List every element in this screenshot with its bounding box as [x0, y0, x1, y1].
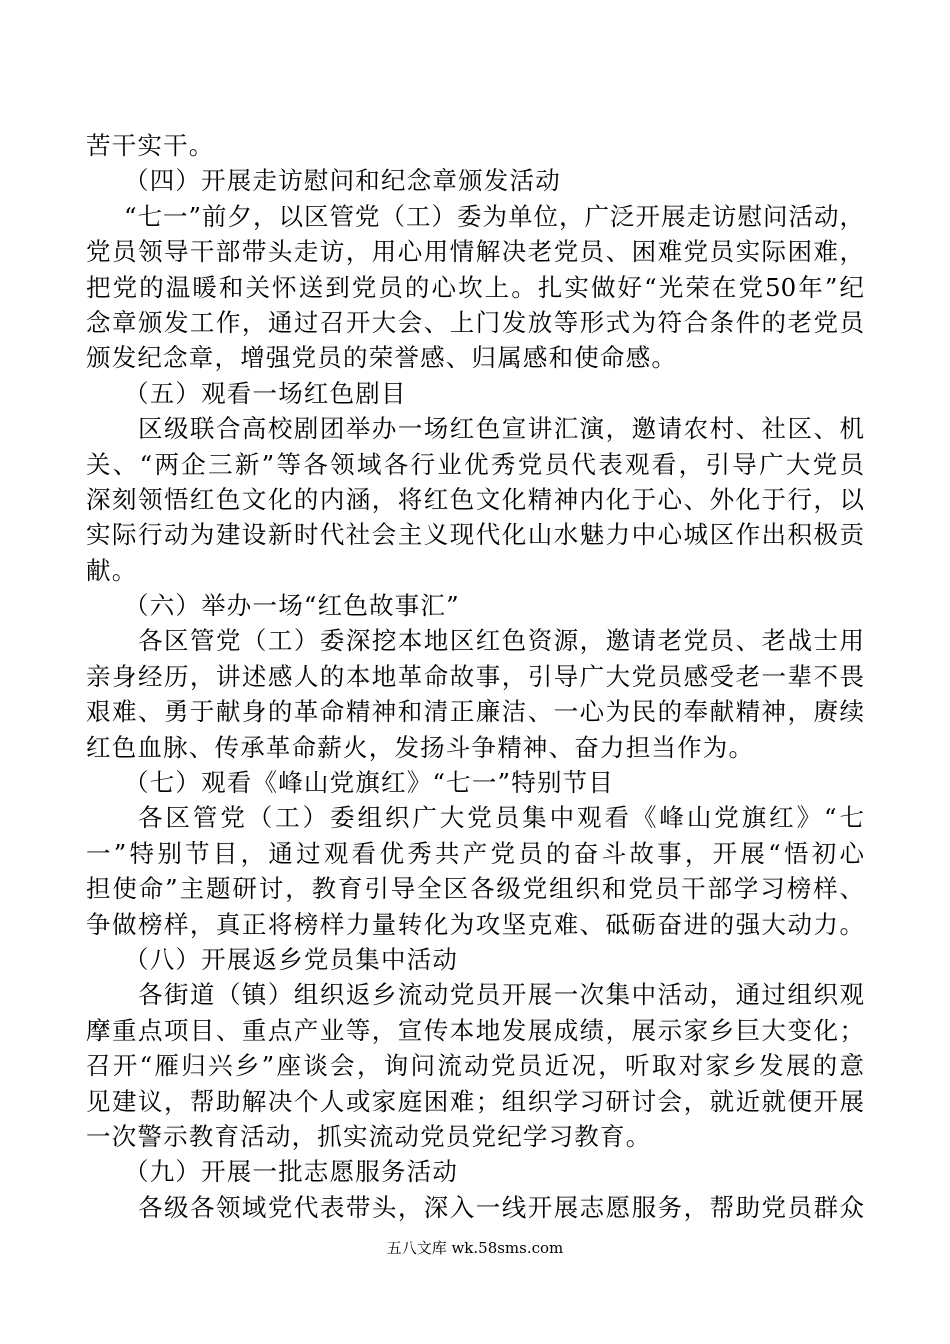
text-line: 亲身经历，讲述感人的本地革命故事，引导广大党员感受老一辈不畏: [86, 661, 864, 691]
text-line: （五）观看一场红色剧目: [124, 378, 407, 408]
text-line: 摩重点项目、重点产业等，宣传本地发展成绩，展示家乡巨大变化；: [86, 1015, 864, 1045]
text-line: 深刻领悟红色文化的内涵，将红色文化精神内化于心、外化于行，以: [86, 484, 864, 514]
text-line: （六）举办一场“红色故事汇”: [124, 591, 460, 621]
text-line: 献。: [86, 555, 138, 585]
text-line: 实际行动为建设新时代社会主义现代化山水魅力中心城区作出积极贡: [86, 520, 864, 550]
text-line: 念章颁发工作，通过召开大会、上门发放等形式为符合条件的老党员: [86, 307, 864, 337]
text-line: 一次警示教育活动，抓实流动党员党纪学习教育。: [86, 1121, 652, 1151]
page-footer: 五八文库 wk.58sms.com: [386, 1239, 564, 1257]
text-line: 红色血脉、传承革命薪火，发扬斗争精神、奋力担当作为。: [86, 732, 755, 762]
text-line: 区级联合高校剧团举办一场红色宣讲汇演，邀请农村、社区、机: [138, 414, 864, 444]
text-line: （八）开展返乡党员集中活动: [124, 944, 459, 974]
text-line: 颁发纪念章，增强党员的荣誉感、归属感和使命感。: [86, 343, 678, 373]
text-line: 召开“雁归兴乡”座谈会，询问流动党员近况，听取对家乡发展的意: [86, 1051, 864, 1081]
text-line: 把党的温暖和关怀送到党员的心坎上。扎实做好“光荣在党50年”纪: [86, 272, 864, 302]
text-line: 各街道（镇）组织返乡流动党员开展一次集中活动，通过组织观: [138, 980, 864, 1010]
text-line: 各区管党（工）委深挖本地区红色资源，邀请老党员、老战士用: [138, 626, 864, 656]
text-line: 争做榜样，真正将榜样力量转化为攻坚克难、砥砺奋进的强大动力。: [86, 909, 864, 939]
text-line: 各区管党（工）委组织广大党员集中观看《峰山党旗红》“七: [138, 803, 864, 833]
text-line: 见建议，帮助解决个人或家庭困难；组织学习研讨会，就近就便开展: [86, 1086, 864, 1116]
document-body: [86, 128, 864, 1225]
text-line: 担使命”主题研讨，教育引导全区各级党组织和党员干部学习榜样、: [86, 874, 864, 904]
text-line: “七一”前夕，以区管党（工）委为单位，广泛开展走访慰问活动，: [124, 201, 864, 231]
text-line: 各级各领域党代表带头，深入一线开展志愿服务，帮助党员群众: [138, 1192, 864, 1222]
text-line: （七）观看《峰山党旗红》“七一”特别节目: [124, 768, 615, 798]
text-line: 苦干实干。: [86, 131, 215, 160]
text-line: 党员领导干部带头走访，用心用情解决老党员、困难党员实际困难，: [86, 237, 864, 267]
text-line: 一”特别节目，通过观看优秀共产党员的奋斗故事，开展“悟初心: [86, 838, 864, 868]
text-line: （四）开展走访慰问和纪念章颁发活动: [124, 166, 561, 196]
text-line: （九）开展一批志愿服务活动: [124, 1157, 459, 1187]
text-line: 艰难、勇于献身的革命精神和清正廉洁、一心为民的奉献精神，赓续: [86, 697, 864, 727]
text-line: 关、“两企三新”等各领域各行业优秀党员代表观看，引导广大党员: [86, 449, 864, 479]
